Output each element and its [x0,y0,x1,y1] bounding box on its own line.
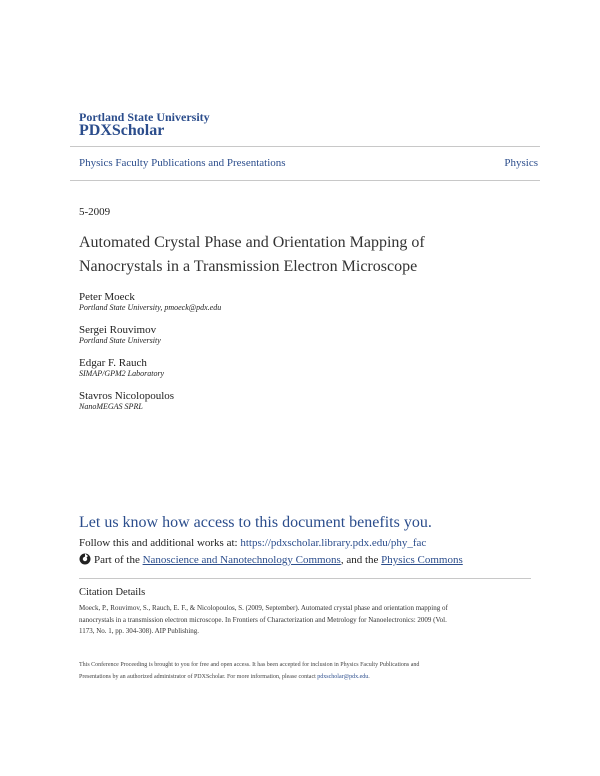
footer-notice [79,660,419,683]
collection-link[interactable]: Physics Faculty Publications and Presentations [79,157,286,169]
author-affiliation: Portland State University, pmoeck@pdx.edu [79,303,222,312]
citation-line-2: nanocrystals in a transmission electron microscope. In Frontiers of Characterization and Metrology for Nanoelectronics: 2009 (Vol. [79,615,447,624]
title-line-1: Automated Crystal Phase and Orientation Mapping of [79,234,425,251]
and-the-text: , and the [340,554,382,567]
author-name: Stavros Nicolopoulos [79,390,175,402]
footer-line-2-suffix: . [368,673,370,680]
collection-rule [70,180,540,181]
commons-icon [79,553,91,568]
part-of-line [79,553,463,568]
author-name: Sergei Rouvimov [79,324,157,336]
physics-commons-link[interactable]: Physics Commons [381,554,463,567]
benefits-heading[interactable]: Let us know how access to this document benefits you. [79,514,432,531]
author-entry [79,357,519,390]
header-rule [70,146,540,147]
author-entry [79,291,519,324]
footer-line-1: This Conference Proceeding is brought to you for free and open access. It has been accepted for inclusion in Physics Faculty Publications and [79,662,420,668]
author-affiliation: Portland State University [79,336,161,345]
citation-heading: Citation Details [79,587,146,598]
author-affiliation: SIMAP/GPM2 Laboratory [79,369,165,378]
citation-line-1: Moeck, P., Rouvimov, S., Rauch, E. F., & Nicolopoulos, S. (2009, September). Automated crystal phase and orientation mapping of [79,604,448,612]
footer-line-2 [79,672,419,684]
citation-text [79,603,448,638]
author-entry [79,324,519,357]
publication-date: 5-2009 [79,206,111,218]
footer-line-2-prefix: Presentations by an authorized administrator of PDXScholar. For more information, please contact [79,673,318,680]
citation-rule [79,578,531,579]
follow-url-link[interactable]: https://pdxscholar.library.pdx.edu/phy_fac [240,537,427,549]
publication-title [79,231,425,279]
part-of-prefix: Part of the [94,554,143,567]
department-link[interactable]: Physics [504,157,538,169]
institution-name[interactable]: Portland State University [79,110,210,124]
author-entry [79,390,519,423]
follow-line [79,537,426,549]
contact-email-link[interactable]: pdxscholar@pdx.edu [317,673,369,680]
author-list [79,291,519,423]
author-name: Peter Moeck [79,291,135,303]
author-affiliation: NanoMEGAS SPRL [79,402,143,411]
follow-prefix: Follow this and additional works at: [79,537,241,549]
nanoscience-commons-link[interactable]: Nanoscience and Nanotechnology Commons [142,554,341,567]
author-name: Edgar F. Rauch [79,357,147,369]
repository-name[interactable]: PDXScholar [79,122,165,139]
title-line-2: Nanocrystals in a Transmission Electron Microscope [79,258,418,275]
citation-line-3: 1173, No. 1, pp. 304-308). AIP Publishing. [79,627,200,635]
